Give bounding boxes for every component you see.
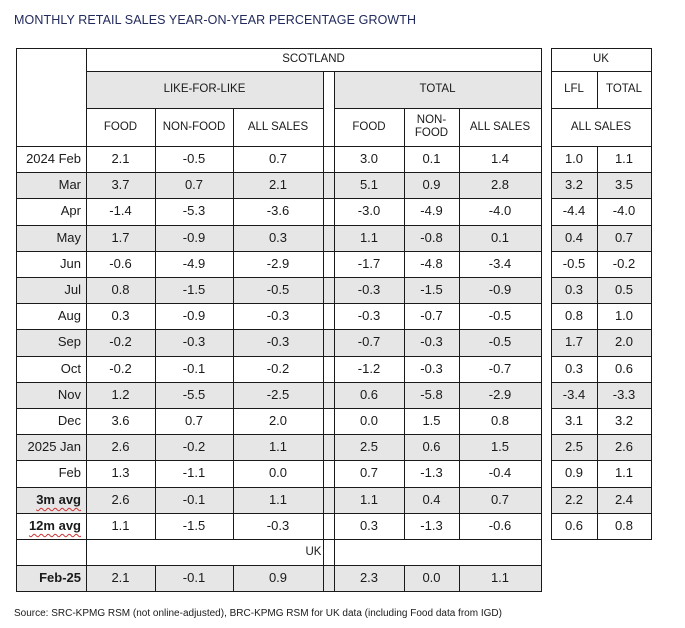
grid-line [551, 539, 652, 540]
header-scotland: SCOTLAND [282, 53, 345, 66]
table-cell: 1.1 [359, 229, 379, 245]
table-cell: -0.5 [488, 307, 512, 323]
header-uk-lfl: LFL [564, 83, 584, 96]
row-label: Feb [58, 465, 81, 481]
table-cell: 1.1 [268, 438, 288, 454]
header-like-for-like: LIKE-FOR-LIKE [163, 83, 246, 96]
row-label: Oct [60, 360, 81, 376]
grid-line [86, 71, 542, 72]
grid-line [404, 565, 405, 592]
table-cell: -1.5 [420, 281, 443, 297]
row-label: Mar [58, 176, 81, 192]
table-cell: -0.9 [182, 307, 206, 323]
grid-line [16, 198, 542, 199]
table-cell: -4.0 [612, 203, 636, 219]
table-cell: 2.1 [268, 176, 288, 192]
table-cell: 0.1 [490, 229, 510, 245]
table-cell: 0.3 [564, 360, 584, 376]
table-cell: -0.3 [357, 281, 381, 297]
table-cell: -3.0 [357, 203, 381, 219]
table-cell: -0.9 [488, 281, 512, 297]
table-cell: 2.0 [268, 412, 288, 428]
table-cell: 0.8 [111, 281, 130, 297]
header-lfl-food: FOOD [103, 120, 138, 133]
table-cell: -3.3 [612, 386, 636, 402]
grid-line [16, 329, 542, 330]
grid-line [233, 108, 234, 147]
grid-line [541, 48, 542, 592]
table-cell: 3.0 [359, 150, 379, 166]
grid-line [16, 303, 542, 304]
row-label: Jun [60, 255, 81, 271]
table-cell: 1.5 [490, 438, 510, 454]
grid-line [86, 565, 87, 592]
table-cell: -4.4 [562, 203, 586, 219]
grid-line [551, 487, 652, 488]
table-cell: 0.6 [614, 360, 634, 376]
table-cell: 1.1 [614, 150, 634, 166]
table-cell: -1.2 [357, 360, 381, 376]
table-cell: 1.1 [268, 491, 288, 507]
grid-line [16, 356, 542, 357]
table-cell: -2.9 [266, 255, 290, 271]
table-cell: 0.7 [490, 491, 510, 507]
grid-line [551, 146, 652, 147]
grid-line [86, 108, 324, 109]
grid-line [16, 565, 542, 566]
table-cell: -1.3 [420, 465, 443, 481]
row-label [16, 513, 86, 539]
grid-line [16, 460, 542, 461]
table-cell: -0.2 [109, 334, 132, 350]
table-cell: -0.2 [182, 438, 206, 454]
grid-line [459, 108, 460, 147]
grid-line [16, 277, 542, 278]
table-cell: 0.6 [564, 517, 584, 533]
grid-line [551, 198, 652, 199]
table-cell: 0.4 [422, 491, 441, 507]
grid-line [551, 408, 652, 409]
table-cell: -0.9 [182, 229, 206, 245]
row-label: Dec [57, 412, 81, 428]
grid-line [323, 71, 324, 592]
table-cell: -2.9 [488, 386, 512, 402]
grid-line [16, 539, 542, 540]
grid-line [16, 146, 542, 147]
grid-line [551, 48, 652, 49]
table-cell: -0.1 [182, 360, 206, 376]
grid-line [459, 146, 460, 540]
table-cell: -0.7 [488, 360, 512, 376]
grid-line [16, 591, 542, 592]
grid-line [334, 71, 335, 592]
grid-line [86, 146, 87, 540]
table-cell: 3.6 [111, 412, 130, 428]
table-cell: 0.6 [359, 386, 379, 402]
uk-table-cell: 0.9 [268, 569, 288, 585]
grid-line [551, 513, 652, 514]
table-cell: 2.8 [490, 176, 510, 192]
table-cell: 1.3 [111, 465, 130, 481]
grid-line [597, 71, 598, 109]
grid-line [404, 146, 405, 540]
table-cell: 0.3 [268, 229, 288, 245]
table-cell: -0.3 [357, 307, 381, 323]
table-cell: 2.2 [564, 491, 584, 507]
table-cell: 1.7 [111, 229, 130, 245]
table-cell: -2.5 [266, 386, 290, 402]
table-cell: -1.5 [182, 517, 206, 533]
table-cell: -1.1 [182, 465, 206, 481]
grid-line [597, 146, 598, 540]
table-cell: -0.4 [488, 465, 512, 481]
table-cell: -1.7 [357, 255, 381, 271]
row-label [16, 487, 86, 513]
table-cell: -1.3 [420, 517, 443, 533]
table-cell: -5.5 [182, 386, 206, 402]
table-cell: -0.2 [612, 255, 636, 271]
table-cell: -0.3 [182, 334, 206, 350]
table-cell: 2.4 [614, 491, 634, 507]
table-cell: 1.7 [564, 334, 584, 350]
table-cell: 0.1 [422, 150, 441, 166]
grid-line [551, 434, 652, 435]
grid-line [651, 48, 652, 540]
table-cell: -0.1 [182, 491, 206, 507]
table-cell: 1.1 [111, 517, 130, 533]
table-cell: -0.5 [182, 150, 206, 166]
table-cell: -3.4 [562, 386, 586, 402]
row-label: Sep [57, 334, 81, 350]
table-cell: -0.6 [488, 517, 512, 533]
table-cell: 0.3 [111, 307, 130, 323]
table-cell: -0.5 [266, 281, 290, 297]
table-cell: -1.5 [182, 281, 206, 297]
grid-line [551, 382, 652, 383]
table-cell: 5.1 [359, 176, 379, 192]
table-cell: 0.7 [184, 412, 204, 428]
table-cell: -0.2 [266, 360, 290, 376]
table-cell: -0.3 [266, 517, 290, 533]
table-cell: -5.8 [420, 386, 443, 402]
uk-row-label: Feb-25 [39, 569, 81, 585]
table-cell: 0.8 [614, 517, 634, 533]
grid-line [233, 565, 234, 592]
uk-table-cell: 1.1 [490, 569, 510, 585]
grid-line [16, 513, 542, 514]
grid-line [86, 540, 87, 566]
table-cell: -0.7 [357, 334, 381, 350]
table-cell: 0.0 [359, 412, 379, 428]
header-uk-all-sales: ALL SALES [570, 120, 632, 133]
grid-line [155, 565, 156, 592]
row-label: May [56, 229, 81, 245]
uk-table-cell: 2.1 [111, 569, 130, 585]
grid-line [16, 172, 542, 173]
table-cell: 3.2 [614, 412, 634, 428]
table-cell: -0.8 [420, 229, 443, 245]
grid-line [551, 329, 652, 330]
table-cell: 0.7 [184, 176, 204, 192]
table-cell: 2.1 [111, 150, 130, 166]
table-cell: -4.8 [420, 255, 443, 271]
table-cell: -0.3 [266, 307, 290, 323]
uk-table-cell: 0.0 [422, 569, 441, 585]
header-uk-total: TOTAL [606, 83, 642, 96]
row-label: 2024 Feb [26, 150, 81, 166]
grid-line [404, 108, 405, 147]
table-cell: -0.6 [109, 255, 132, 271]
grid-line [233, 146, 234, 540]
table-cell: 0.7 [614, 229, 634, 245]
table-cell: 0.5 [614, 281, 634, 297]
header-total-food: FOOD [352, 120, 386, 133]
row-label: Nov [57, 386, 81, 402]
grid-line [155, 146, 156, 540]
table-cell: 0.7 [359, 465, 379, 481]
header-total-non-food: NON- FOOD [414, 113, 449, 139]
table-cell: 1.0 [564, 150, 584, 166]
header-total-all-sales: ALL SALES [469, 120, 531, 133]
row-label-text: 12m avg [28, 517, 81, 533]
table-cell: 2.6 [111, 438, 130, 454]
table-cell: 0.9 [564, 465, 584, 481]
grid-line [551, 277, 652, 278]
table-cell: 0.8 [564, 307, 584, 323]
table-cell: 0.4 [564, 229, 584, 245]
grid-line [16, 251, 542, 252]
grid-line [16, 434, 542, 435]
header-lfl-all-sales: ALL SALES [247, 120, 309, 133]
table-cell: 1.2 [111, 386, 130, 402]
table-cell: -4.9 [420, 203, 443, 219]
uk-table-cell: 2.3 [359, 569, 379, 585]
grid-line [551, 225, 652, 226]
table-cell: -0.7 [420, 307, 443, 323]
page-title: MONTHLY RETAIL SALES YEAR-ON-YEAR PERCENTAGE GROWTH [14, 13, 417, 27]
grid-line [459, 565, 460, 592]
table-cell: -0.3 [420, 334, 443, 350]
table-cell: 0.9 [422, 176, 441, 192]
table-cell: 2.5 [359, 438, 379, 454]
row-label: Jul [64, 281, 81, 297]
table-cell: 1.1 [359, 491, 379, 507]
table-cell: 1.1 [614, 465, 634, 481]
grid-line [551, 48, 552, 540]
source-note: Source: SRC-KPMG RSM (not online-adjusted), BRC-KPMG RSM for UK data (including Food data from IGD) [14, 608, 502, 619]
table-cell: -4.0 [488, 203, 512, 219]
table-cell: 0.0 [268, 465, 288, 481]
grid-line [551, 108, 652, 109]
table-cell: 0.3 [564, 281, 584, 297]
table-cell: -4.9 [182, 255, 206, 271]
grid-line [16, 382, 542, 383]
header-uk-bottom: UK [305, 546, 322, 559]
header-uk: UK [593, 53, 609, 66]
grid-line [155, 108, 156, 147]
grid-line [16, 487, 542, 488]
table-cell: 3.5 [614, 176, 634, 192]
table-cell: 2.6 [614, 438, 634, 454]
grid-line [551, 251, 652, 252]
table-cell: 0.3 [359, 517, 379, 533]
table-cell: 3.7 [111, 176, 130, 192]
table-cell: -0.5 [488, 334, 512, 350]
table-cell: 2.6 [111, 491, 130, 507]
table-cell: 3.2 [564, 176, 584, 192]
grid-line [334, 108, 542, 109]
table-cell: -0.3 [420, 360, 443, 376]
table-cell: -3.4 [488, 255, 512, 271]
grid-line [16, 48, 542, 49]
grid-line [551, 71, 652, 72]
table-cell: 1.0 [614, 307, 634, 323]
table-cell: 2.5 [564, 438, 584, 454]
table-cell: 1.5 [422, 412, 441, 428]
header-total: TOTAL [419, 83, 456, 96]
table-cell: -5.3 [182, 203, 206, 219]
uk-table-cell: -0.1 [182, 569, 206, 585]
row-label: Apr [60, 203, 81, 219]
table-cell: -3.6 [266, 203, 290, 219]
grid-line [551, 356, 652, 357]
grid-line [16, 48, 17, 592]
table-cell: 0.6 [422, 438, 441, 454]
table-cell: 0.7 [268, 150, 288, 166]
table-cell: 2.0 [614, 334, 634, 350]
grid-line [551, 303, 652, 304]
row-label: Aug [57, 307, 81, 323]
table-cell: -0.5 [562, 255, 586, 271]
header-lfl-non-food: NON-FOOD [162, 120, 226, 133]
table-cell: -0.2 [109, 360, 132, 376]
row-label-text: 3m avg [36, 491, 81, 507]
grid-line [551, 460, 652, 461]
table-cell: 0.8 [490, 412, 510, 428]
grid-line [551, 172, 652, 173]
row-label: 2025 Jan [27, 438, 81, 454]
grid-line [16, 225, 542, 226]
table-cell: -0.3 [266, 334, 290, 350]
grid-line [16, 408, 542, 409]
table-cell: 1.4 [490, 150, 510, 166]
grid-line [86, 48, 87, 147]
table-cell: -1.4 [109, 203, 132, 219]
table-cell: 3.1 [564, 412, 584, 428]
